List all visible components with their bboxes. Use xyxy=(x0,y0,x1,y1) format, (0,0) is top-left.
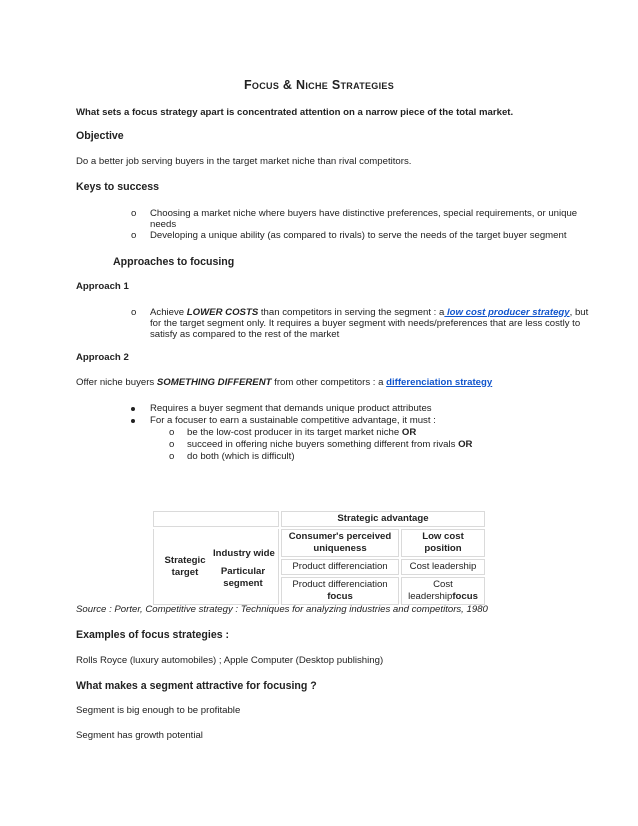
approach2-bullet: Requires a buyer segment that demands unique product attributes xyxy=(150,403,432,414)
objective-text: Do a better job serving buyers in the target market niche than rival competitors. xyxy=(76,156,412,167)
strong-focus: focus xyxy=(327,591,353,602)
text-run: succeed in offering niche buyers something different from rivals xyxy=(187,439,459,450)
strong-or: OR xyxy=(401,427,417,438)
bullet-marker: o xyxy=(169,427,175,438)
approach1-line1 xyxy=(150,307,588,318)
strong-or: OR xyxy=(458,439,473,450)
title-word-niche: Niche xyxy=(296,78,329,92)
title-word-strategies: Strategies xyxy=(331,78,395,92)
intro-text: What sets a focus strategy apart is concentrated attention on a narrow piece of the total market. xyxy=(76,107,514,118)
emphasis-lower-costs: LOWER COSTS xyxy=(186,307,259,318)
strategic-target-label: Strategic target xyxy=(164,554,206,578)
text-run: Product differenciation xyxy=(292,579,388,590)
approach1-heading: Approach 1 xyxy=(76,281,129,292)
table-cell-segment-cost xyxy=(401,577,485,605)
approach2-bullet: For a focuser to earn a sustainable competitive advantage, it must : xyxy=(150,415,436,426)
approach2-subbullet xyxy=(187,439,472,450)
table-row-label-segment: Particular segment xyxy=(220,566,266,589)
bullet-marker: o xyxy=(169,451,175,462)
link-differenciation-strategy[interactable]: differenciation strategy xyxy=(386,377,493,388)
link-low-cost-producer-strategy[interactable]: low cost producer strategy xyxy=(444,307,570,318)
approach1-line2: for the target segment only. It requires a buyer segment with needs/preferences that are less costly to xyxy=(150,318,581,329)
text-run: Cost leadership xyxy=(408,579,453,602)
strategy-table xyxy=(151,509,487,607)
attractive-heading: What makes a segment attractive for focusing ? xyxy=(76,680,317,692)
attractive-item: Segment has growth potential xyxy=(76,730,203,741)
approach2-subbullet xyxy=(187,427,416,438)
strong-focus: focus xyxy=(452,591,478,602)
table-header-strategic-advantage: Strategic advantage xyxy=(281,511,485,527)
title-word-focus: Focus xyxy=(243,78,280,92)
table-cell-segment-diff xyxy=(281,577,399,605)
text-run: Offer niche buyers xyxy=(76,377,157,388)
keys-item: Choosing a market niche where buyers have distinctive preferences, special requirements, or unique xyxy=(150,208,578,219)
approaches-heading: Approaches to focusing xyxy=(113,256,235,268)
table-cell-industry-cost: Cost leadership xyxy=(401,559,485,575)
approach2-heading: Approach 2 xyxy=(76,352,129,363)
examples-heading: Examples of focus strategies : xyxy=(76,629,230,641)
table-empty-cell xyxy=(153,511,279,527)
bullet-marker: o xyxy=(131,230,137,241)
keys-heading: Keys to success xyxy=(76,181,160,193)
approach2-subbullet: do both (which is difficult) xyxy=(187,451,295,462)
approach1-line3: satisfy as compared to the rest of the market xyxy=(150,329,340,340)
bullet-dot xyxy=(131,419,135,423)
attractive-item: Segment is big enough to be profitable xyxy=(76,705,241,716)
text-run: be the low-cost producer in its target market niche xyxy=(187,427,402,438)
table-col-header-uniqueness: Consumer's perceived uniqueness xyxy=(281,529,399,557)
keys-item-cont: needs xyxy=(150,219,177,230)
text-run: than competitors in serving the segment : a xyxy=(258,307,445,318)
source-citation: Source : Porter, Competitive strategy : Techniques for analyzing industries and competitors, 1980 xyxy=(76,604,488,615)
keys-item: Developing a unique ability (as compared to rivals) to serve the needs of the target buyer segment xyxy=(150,230,567,241)
table-col-header-low-cost: Low cost position xyxy=(401,529,485,557)
bullet-marker: o xyxy=(131,307,137,318)
bullet-marker: o xyxy=(169,439,175,450)
text-run: Achieve xyxy=(150,307,187,318)
page-title xyxy=(0,78,638,92)
title-ampersand: & xyxy=(282,78,293,92)
bullet-dot xyxy=(131,407,135,411)
text-run: from other competitors : a xyxy=(271,377,387,388)
examples-text: Rolls Royce (luxury automobiles) ; Apple Computer (Desktop publishing) xyxy=(76,655,384,666)
objective-heading: Objective xyxy=(76,130,124,142)
approach2-offer xyxy=(76,377,492,388)
table-row-label-industry: Industry wide xyxy=(213,548,275,559)
text-run: , but xyxy=(569,307,589,318)
bullet-marker: o xyxy=(131,208,137,219)
emphasis-something-different: SOMETHING DIFFERENT xyxy=(156,377,272,388)
table-cell-industry-diff: Product differenciation xyxy=(281,559,399,575)
